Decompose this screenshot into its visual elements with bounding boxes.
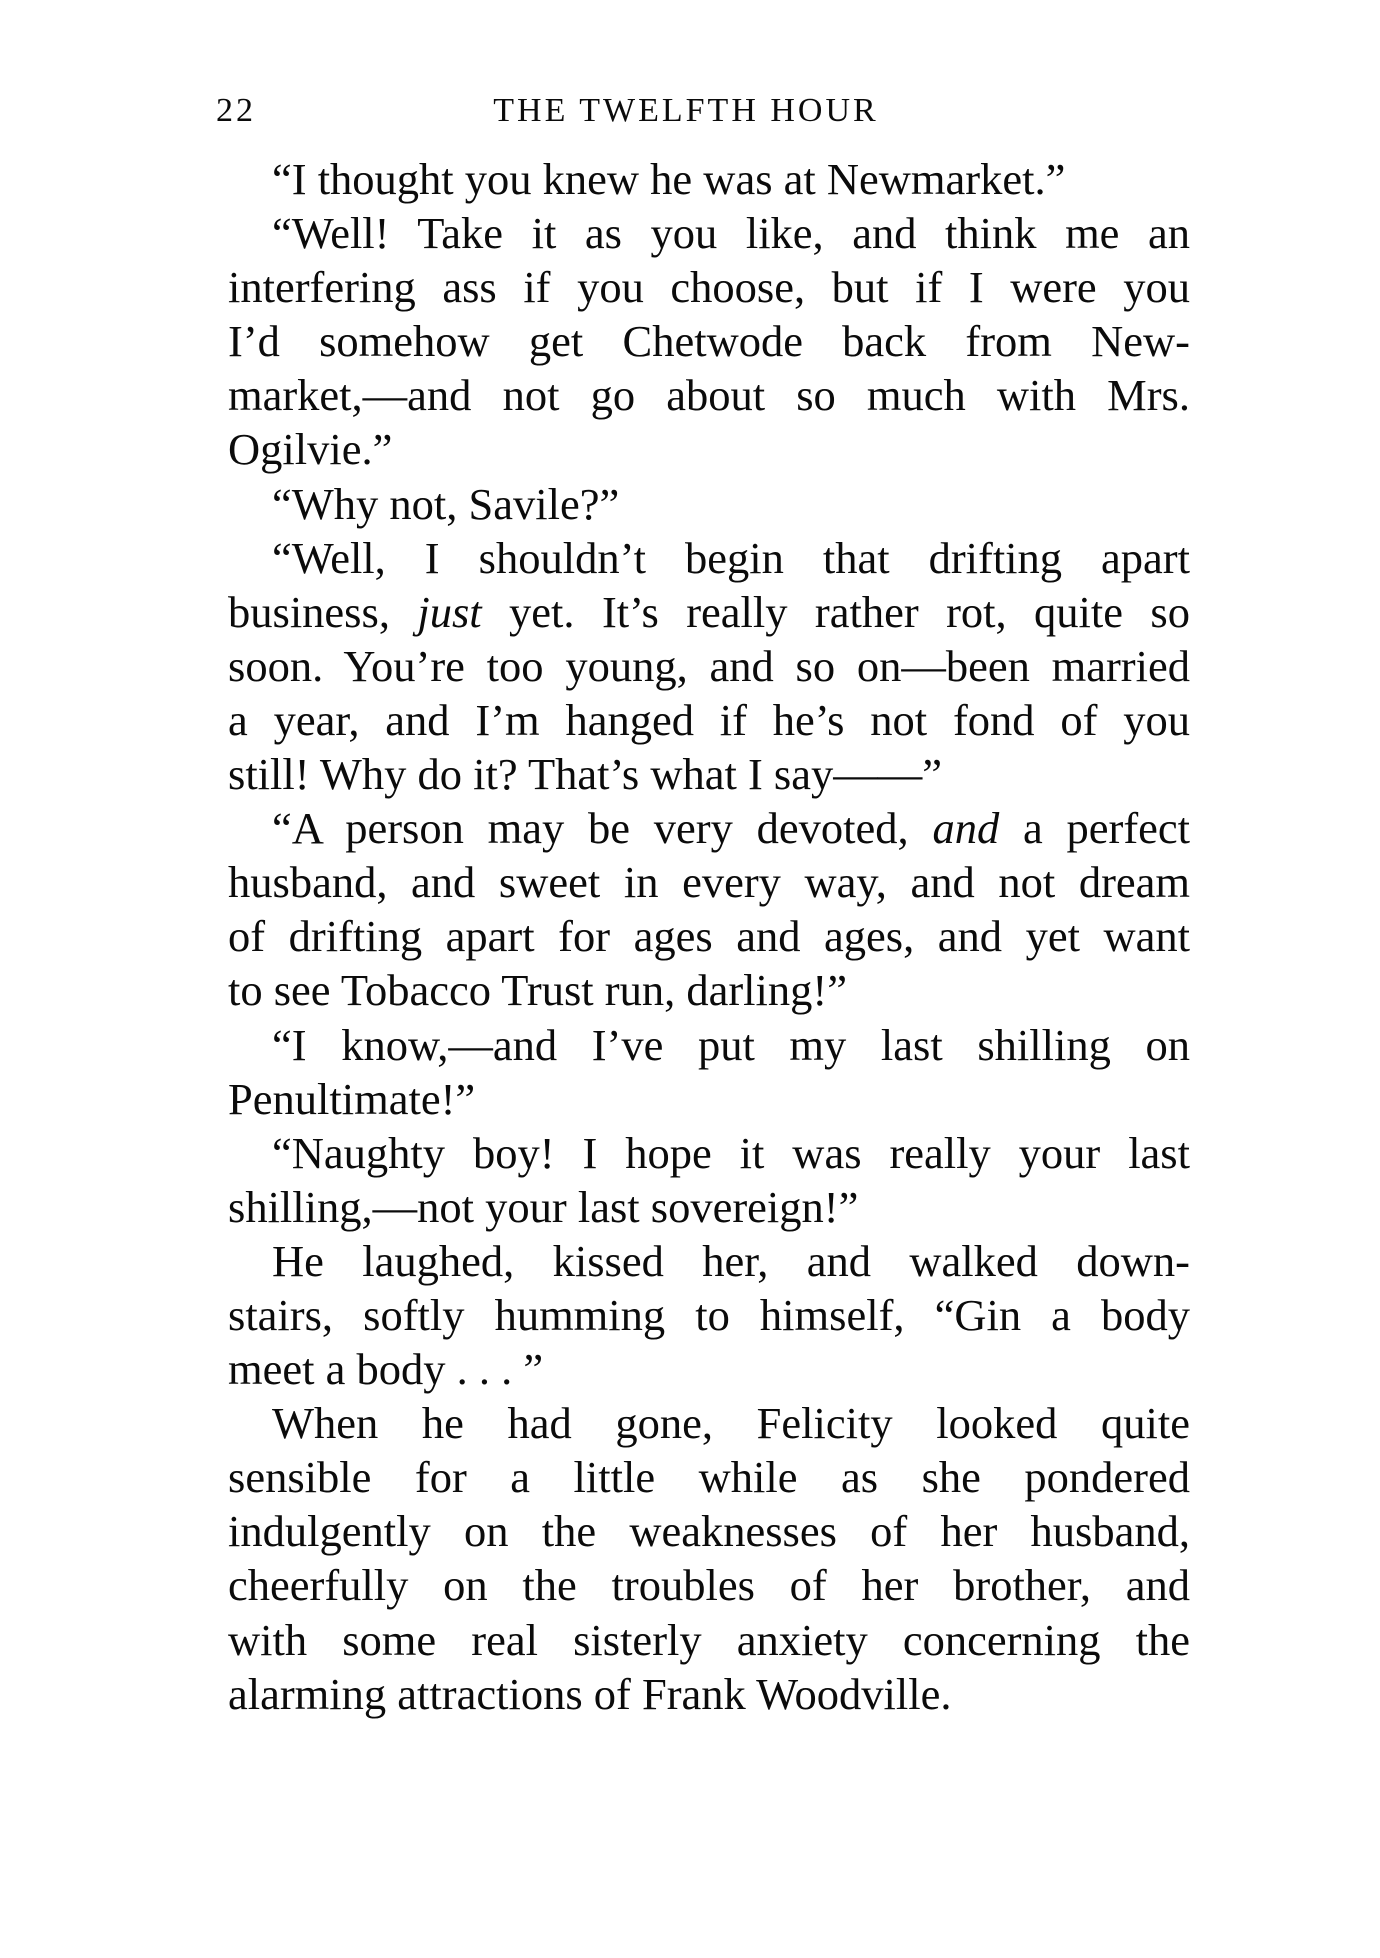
text-line: “Why not, Savile?” — [272, 478, 620, 529]
running-title: THE TWELFTH HOUR — [493, 92, 879, 129]
text-line: with some real sisterly anxiety concerning the — [228, 1614, 1190, 1665]
page-number: 22 — [216, 92, 256, 129]
italic-word: just — [417, 586, 482, 637]
text-line: “I thought you knew he was at Newmarket.” — [272, 154, 1066, 204]
text-line: cheerfully on the troubles of her brother, and — [228, 1560, 1190, 1611]
text-line: Ogilvie.” — [228, 424, 393, 475]
text-line: still! Why do it? That’s what I say——” — [228, 749, 942, 800]
text-line: “I know,—and I’ve put my last shilling on — [272, 1019, 1190, 1070]
text-line — [228, 801, 1190, 855]
text-line: to see Tobacco Trust run, darling!” — [228, 965, 847, 1016]
text-line: a year, and I’m hanged if he’s not fond of you — [228, 694, 1190, 745]
text-line: husband, and sweet in every way, and not dream — [228, 857, 1190, 908]
text-line: soon. You’re too young, and so on—been married — [228, 640, 1190, 691]
text-line: shilling,—not your last sovereign!” — [228, 1181, 859, 1232]
text-line: He laughed, kissed her, and walked down- — [272, 1235, 1190, 1286]
text-line: “Well, I shouldn’t begin that drifting apart — [272, 532, 1190, 583]
text-line: stairs, softly humming to himself, “Gin a body — [228, 1289, 1190, 1340]
text-line: interfering ass if you choose, but if I were you — [228, 262, 1190, 313]
text-line: market,—and not go about so much with Mrs. — [228, 370, 1190, 421]
text-segment: a perfect — [999, 803, 1191, 854]
text-line: indulgently on the weaknesses of her husband, — [228, 1506, 1190, 1557]
text-segment: “A person may be very devoted, — [272, 803, 933, 854]
text-line: I’d somehow get Chetwode back from New- — [228, 316, 1190, 367]
text-line — [228, 585, 1190, 639]
text-line: alarming attractions of Frank Woodville. — [228, 1668, 952, 1719]
text-segment: yet. It’s really rather rot, quite so — [481, 586, 1190, 637]
text-line: “Naughty boy! I hope it was really your last — [272, 1127, 1190, 1178]
text-segment: business, — [228, 586, 418, 637]
text-line: of drifting apart for ages and ages, and yet want — [228, 911, 1190, 962]
text-line: Penultimate!” — [228, 1073, 476, 1124]
italic-word: and — [932, 803, 1000, 854]
text-line: sensible for a little while as she pondered — [228, 1452, 1190, 1503]
body-text — [228, 152, 1190, 1721]
text-line: “Well! Take it as you like, and think me an — [272, 208, 1190, 259]
text-line: When he had gone, Felicity looked quite — [272, 1398, 1190, 1449]
text-line: meet a body . . . ” — [228, 1344, 544, 1395]
page-header — [216, 92, 1186, 142]
